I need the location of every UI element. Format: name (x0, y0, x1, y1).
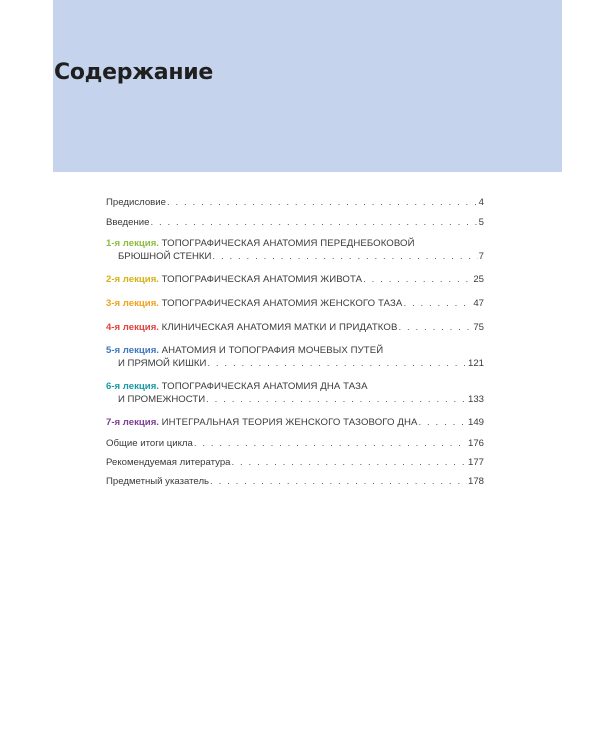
toc-entry-title: ТОПОГРАФИЧЕСКАЯ АНАТОМИЯ ЖЕНСКОГО ТАЗА (161, 298, 403, 309)
toc-entry-preface[interactable] (106, 196, 484, 209)
leader-dots (167, 196, 478, 209)
toc-entry-title: ТОПОГРАФИЧЕСКАЯ АНАТОМИЯ ПЕРЕДНЕБОКОВОЙ (161, 238, 415, 249)
toc-page-number: 25 (473, 274, 484, 285)
toc-page-number: 5 (478, 217, 484, 228)
toc-entry-title: Рекомендуемая литература (106, 457, 231, 468)
toc-page-number: 149 (467, 417, 484, 428)
toc-entry-lecture-2[interactable] (106, 273, 484, 286)
leader-dots (207, 357, 467, 370)
toc-entry-references[interactable] (106, 456, 484, 469)
lecture-label: 3-я лекция. (106, 298, 159, 309)
leader-dots (363, 273, 472, 286)
leader-dots (403, 297, 472, 310)
lecture-label: 7-я лекция. (106, 417, 159, 428)
leader-dots (232, 456, 467, 469)
toc-entry-title: Введение (106, 217, 150, 228)
toc-page-number: 121 (467, 358, 484, 369)
lecture-label: 2-я лекция. (106, 274, 159, 285)
toc-entry-title: КЛИНИЧЕСКАЯ АНАТОМИЯ МАТКИ И ПРИДАТКОВ (161, 322, 398, 333)
toc-entry-lecture-7[interactable] (106, 416, 484, 429)
toc-entry-title: Общие итоги цикла (106, 438, 193, 449)
toc-entry-title-continued: БРЮШНОЙ СТЕНКИ (118, 251, 212, 262)
toc-page-number: 47 (473, 298, 484, 309)
toc-entry-title: ТОПОГРАФИЧЕСКАЯ АНАТОМИЯ ЖИВОТА (161, 274, 363, 285)
toc-page-number: 7 (478, 251, 484, 262)
toc-entry-introduction[interactable] (106, 216, 484, 229)
lecture-label: 6-я лекция. (106, 381, 159, 392)
toc-entry-title: Предметный указатель (106, 476, 210, 487)
toc-entry-title: Предисловие (106, 197, 166, 208)
lecture-label: 5-я лекция. (106, 345, 159, 356)
toc-entry-title-continued: И ПРОМЕЖНОСТИ (118, 394, 206, 405)
toc-entry-lecture-6[interactable] (106, 380, 484, 406)
leader-dots (206, 393, 467, 406)
toc-page-number: 75 (473, 322, 484, 333)
leader-dots (212, 250, 477, 263)
header-band (53, 0, 562, 172)
toc-entry-title: ИНТЕГРАЛЬНАЯ ТЕОРИЯ ЖЕНСКОГО ТАЗОВОГО ДНА (161, 417, 418, 428)
toc-page-number: 133 (467, 394, 484, 405)
toc-entry-title: ТОПОГРАФИЧЕСКАЯ АНАТОМИЯ ДНА ТАЗА (161, 381, 368, 392)
toc-entry-lecture-5[interactable] (106, 344, 484, 370)
toc-entry-lecture-4[interactable] (106, 321, 484, 334)
lecture-label: 1-я лекция. (106, 238, 159, 249)
page-title: Содержание (54, 60, 213, 85)
toc-entry-lecture-1[interactable] (106, 237, 484, 263)
toc-entry-title: АНАТОМИЯ И ТОПОГРАФИЯ МОЧЕВЫХ ПУТЕЙ (161, 345, 384, 356)
lecture-label: 4-я лекция. (106, 322, 159, 333)
toc-entry-subject-index[interactable] (106, 475, 484, 488)
table-of-contents (106, 196, 484, 488)
leader-dots (398, 321, 472, 334)
toc-page-number: 4 (478, 197, 484, 208)
leader-dots (418, 416, 467, 429)
toc-entry-lecture-3[interactable] (106, 297, 484, 310)
toc-page-number: 177 (467, 457, 484, 468)
toc-entry-summary[interactable] (106, 437, 484, 450)
leader-dots (150, 216, 477, 229)
toc-entry-title-continued: И ПРЯМОЙ КИШКИ (118, 358, 207, 369)
leader-dots (210, 475, 467, 488)
toc-page-number: 178 (467, 476, 484, 487)
leader-dots (194, 437, 467, 450)
toc-page-number: 176 (467, 438, 484, 449)
